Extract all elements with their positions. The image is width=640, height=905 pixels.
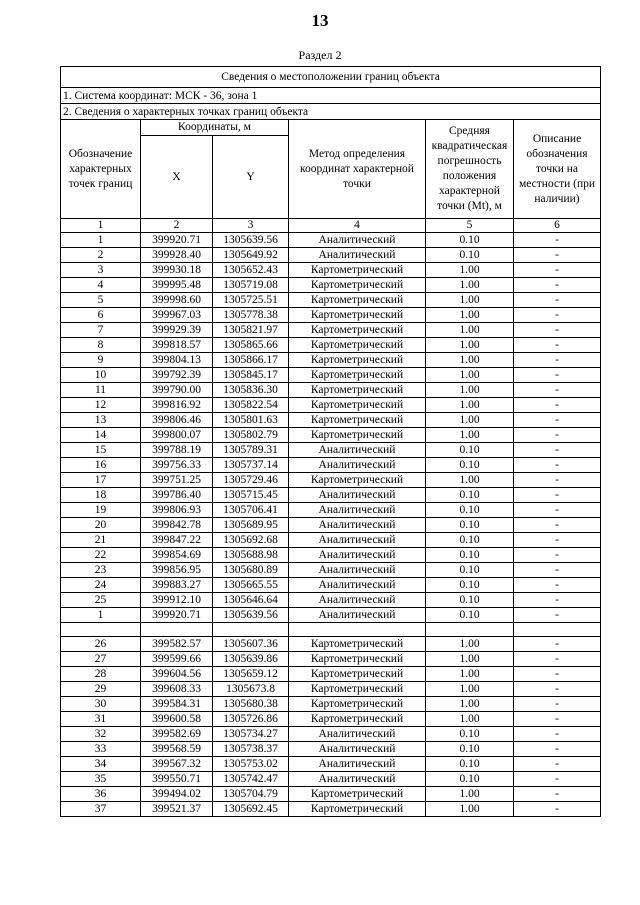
table-row <box>61 697 601 712</box>
coordinate-y: 1305659.12 <box>213 667 289 682</box>
coordinate-x: 399600.58 <box>141 712 213 727</box>
coordinate-x: 399550.71 <box>141 772 213 787</box>
description: - <box>514 682 601 697</box>
coordinate-y: 1305680.89 <box>213 563 289 578</box>
point-number: 18 <box>61 488 141 503</box>
point-number: 1 <box>61 608 141 623</box>
method: Картометрический <box>289 323 426 338</box>
empty-cell <box>213 623 289 637</box>
header-method: Метод определения координат характерной точки <box>289 120 426 219</box>
header-coordinates: Координаты, м <box>141 120 289 136</box>
coordinate-y: 1305607.36 <box>213 637 289 652</box>
coordinate-y: 1305704.79 <box>213 787 289 802</box>
coordinate-y: 1305865.66 <box>213 338 289 353</box>
point-number: 23 <box>61 563 141 578</box>
empty-cell <box>61 623 141 637</box>
point-number: 22 <box>61 548 141 563</box>
coordinate-y: 1305639.86 <box>213 652 289 667</box>
point-number: 28 <box>61 667 141 682</box>
coordinate-y: 1305649.92 <box>213 248 289 263</box>
point-number: 20 <box>61 518 141 533</box>
boundary-points-table <box>60 66 601 817</box>
coordinate-x: 399790.00 <box>141 383 213 398</box>
coordinate-y: 1305706.41 <box>213 503 289 518</box>
error-value: 0.10 <box>426 757 514 772</box>
column-number: 1 <box>61 219 141 233</box>
error-value: 0.10 <box>426 548 514 563</box>
description: - <box>514 652 601 667</box>
point-number: 10 <box>61 368 141 383</box>
description: - <box>514 443 601 458</box>
method: Картометрический <box>289 652 426 667</box>
table-row <box>61 353 601 368</box>
coordinate-x: 399912.10 <box>141 593 213 608</box>
coordinate-y: 1305734.27 <box>213 727 289 742</box>
method: Аналитический <box>289 518 426 533</box>
point-number: 16 <box>61 458 141 473</box>
point-number: 14 <box>61 428 141 443</box>
point-number: 35 <box>61 772 141 787</box>
error-value: 0.10 <box>426 503 514 518</box>
point-number: 19 <box>61 503 141 518</box>
method: Аналитический <box>289 488 426 503</box>
description: - <box>514 563 601 578</box>
table-row <box>61 772 601 787</box>
error-value: 0.10 <box>426 578 514 593</box>
table-row <box>61 338 601 353</box>
method: Картометрический <box>289 787 426 802</box>
points-heading: 2. Сведения о характерных точках границ объекта <box>61 104 601 120</box>
table-row <box>61 413 601 428</box>
description: - <box>514 593 601 608</box>
coordinate-y: 1305689.95 <box>213 518 289 533</box>
point-number: 12 <box>61 398 141 413</box>
column-number: 3 <box>213 219 289 233</box>
description: - <box>514 712 601 727</box>
table-row <box>61 608 601 623</box>
coordinate-y: 1305673.8 <box>213 682 289 697</box>
error-value: 0.10 <box>426 772 514 787</box>
error-value: 1.00 <box>426 368 514 383</box>
table-row <box>61 263 601 278</box>
coordinate-y: 1305778.38 <box>213 308 289 323</box>
coordinate-x: 399856.95 <box>141 563 213 578</box>
error-value: 0.10 <box>426 608 514 623</box>
description: - <box>514 772 601 787</box>
coordinate-x: 399816.92 <box>141 398 213 413</box>
method: Аналитический <box>289 548 426 563</box>
coordinate-y: 1305725.51 <box>213 293 289 308</box>
header-designation: Обозначение характерных точек границ <box>61 120 141 219</box>
error-value: 1.00 <box>426 667 514 682</box>
page-number: 13 <box>311 11 329 30</box>
table-row <box>61 578 601 593</box>
coordinate-y: 1305680.38 <box>213 697 289 712</box>
table-row <box>61 278 601 293</box>
description: - <box>514 353 601 368</box>
header-y: Y <box>213 136 289 219</box>
description: - <box>514 233 601 248</box>
method: Картометрический <box>289 368 426 383</box>
method: Аналитический <box>289 578 426 593</box>
method: Картометрический <box>289 413 426 428</box>
table-row <box>61 248 601 263</box>
empty-cell <box>514 623 601 637</box>
error-value: 1.00 <box>426 323 514 338</box>
method: Картометрический <box>289 293 426 308</box>
coordinate-x: 399928.40 <box>141 248 213 263</box>
description: - <box>514 608 601 623</box>
coordinate-x: 399584.31 <box>141 697 213 712</box>
description: - <box>514 248 601 263</box>
point-number: 25 <box>61 593 141 608</box>
coordinate-x: 399786.40 <box>141 488 213 503</box>
point-number: 8 <box>61 338 141 353</box>
method: Аналитический <box>289 563 426 578</box>
point-number: 24 <box>61 578 141 593</box>
coordinate-y: 1305646.64 <box>213 593 289 608</box>
error-value: 1.00 <box>426 263 514 278</box>
point-number: 1 <box>61 233 141 248</box>
error-value: 1.00 <box>426 802 514 817</box>
error-value: 1.00 <box>426 682 514 697</box>
coordinate-y: 1305726.86 <box>213 712 289 727</box>
method: Аналитический <box>289 742 426 757</box>
method: Картометрический <box>289 428 426 443</box>
method: Картометрический <box>289 338 426 353</box>
table-row <box>61 518 601 533</box>
error-value: 1.00 <box>426 353 514 368</box>
coordinate-y: 1305692.45 <box>213 802 289 817</box>
error-value: 1.00 <box>426 398 514 413</box>
coordinate-x: 399920.71 <box>141 233 213 248</box>
description: - <box>514 518 601 533</box>
error-value: 1.00 <box>426 308 514 323</box>
column-number: 6 <box>514 219 601 233</box>
coordinate-y: 1305737.14 <box>213 458 289 473</box>
error-value: 1.00 <box>426 293 514 308</box>
error-value: 0.10 <box>426 233 514 248</box>
coordinate-y: 1305715.45 <box>213 488 289 503</box>
description: - <box>514 368 601 383</box>
coordinate-y: 1305742.47 <box>213 772 289 787</box>
description: - <box>514 742 601 757</box>
section-title: Раздел 2 <box>298 48 342 62</box>
header-description: Описание обозначения точки на местности (при наличии) <box>514 120 601 219</box>
coordinate-y: 1305665.55 <box>213 578 289 593</box>
method: Картометрический <box>289 712 426 727</box>
method: Картометрический <box>289 308 426 323</box>
description: - <box>514 398 601 413</box>
point-number: 15 <box>61 443 141 458</box>
point-number: 31 <box>61 712 141 727</box>
table-row <box>61 727 601 742</box>
coordinate-x: 399806.93 <box>141 503 213 518</box>
coordinate-x: 399818.57 <box>141 338 213 353</box>
coordinate-x: 399883.27 <box>141 578 213 593</box>
method: Аналитический <box>289 248 426 263</box>
point-number: 3 <box>61 263 141 278</box>
coordinate-x: 399995.48 <box>141 278 213 293</box>
coordinate-y: 1305652.43 <box>213 263 289 278</box>
table-row <box>61 368 601 383</box>
description: - <box>514 383 601 398</box>
coordinate-x: 399806.46 <box>141 413 213 428</box>
point-number: 26 <box>61 637 141 652</box>
coordinate-x: 399788.19 <box>141 443 213 458</box>
error-value: 1.00 <box>426 697 514 712</box>
point-number: 21 <box>61 533 141 548</box>
column-number: 5 <box>426 219 514 233</box>
coordinate-x: 399842.78 <box>141 518 213 533</box>
method: Аналитический <box>289 458 426 473</box>
description: - <box>514 757 601 772</box>
table-row <box>61 503 601 518</box>
group-separator-row <box>61 623 601 637</box>
table-row <box>61 652 601 667</box>
point-number: 32 <box>61 727 141 742</box>
error-value: 1.00 <box>426 787 514 802</box>
coordinate-x: 399582.69 <box>141 727 213 742</box>
table-row <box>61 548 601 563</box>
point-number: 17 <box>61 473 141 488</box>
table-row <box>61 802 601 817</box>
table-row <box>61 637 601 652</box>
table-row <box>61 308 601 323</box>
coordinate-x: 399854.69 <box>141 548 213 563</box>
description: - <box>514 697 601 712</box>
table-row <box>61 787 601 802</box>
method: Картометрический <box>289 278 426 293</box>
method: Картометрический <box>289 383 426 398</box>
coordinate-y: 1305692.68 <box>213 533 289 548</box>
header-error: Средняя квадратическая погрешность положения характерной точки (Mt), м <box>426 120 514 219</box>
point-number: 30 <box>61 697 141 712</box>
method: Картометрический <box>289 263 426 278</box>
coordinate-x: 399792.39 <box>141 368 213 383</box>
description: - <box>514 727 601 742</box>
error-value: 0.10 <box>426 443 514 458</box>
method: Аналитический <box>289 233 426 248</box>
method: Картометрический <box>289 682 426 697</box>
table-row <box>61 473 601 488</box>
coordinate-x: 399568.59 <box>141 742 213 757</box>
description: - <box>514 473 601 488</box>
table-row <box>61 742 601 757</box>
coordinate-y: 1305836.30 <box>213 383 289 398</box>
table-row <box>61 398 601 413</box>
method: Картометрический <box>289 802 426 817</box>
coordinate-x: 399804.13 <box>141 353 213 368</box>
point-number: 4 <box>61 278 141 293</box>
error-value: 0.10 <box>426 518 514 533</box>
table-row <box>61 563 601 578</box>
error-value: 1.00 <box>426 473 514 488</box>
coordinate-x: 399929.39 <box>141 323 213 338</box>
coordinate-y: 1305866.17 <box>213 353 289 368</box>
method: Аналитический <box>289 443 426 458</box>
table-row <box>61 443 601 458</box>
coordinate-y: 1305753.02 <box>213 757 289 772</box>
description: - <box>514 802 601 817</box>
description: - <box>514 323 601 338</box>
table-row <box>61 383 601 398</box>
point-number: 27 <box>61 652 141 667</box>
table-row <box>61 667 601 682</box>
point-number: 5 <box>61 293 141 308</box>
error-value: 0.10 <box>426 248 514 263</box>
table-row <box>61 233 601 248</box>
coordinate-y: 1305802.79 <box>213 428 289 443</box>
description: - <box>514 488 601 503</box>
error-value: 1.00 <box>426 637 514 652</box>
coordinate-y: 1305639.56 <box>213 608 289 623</box>
table-row <box>61 488 601 503</box>
method: Аналитический <box>289 608 426 623</box>
coordinate-y: 1305688.98 <box>213 548 289 563</box>
empty-cell <box>141 623 213 637</box>
point-number: 13 <box>61 413 141 428</box>
description: - <box>514 308 601 323</box>
method: Картометрический <box>289 637 426 652</box>
description: - <box>514 503 601 518</box>
coordinate-y: 1305729.46 <box>213 473 289 488</box>
coordinate-x: 399751.25 <box>141 473 213 488</box>
point-number: 9 <box>61 353 141 368</box>
method: Картометрический <box>289 398 426 413</box>
method: Картометрический <box>289 473 426 488</box>
coordinate-y: 1305738.37 <box>213 742 289 757</box>
point-number: 7 <box>61 323 141 338</box>
table-row <box>61 682 601 697</box>
point-number: 11 <box>61 383 141 398</box>
table-row <box>61 323 601 338</box>
coordinate-y: 1305821.97 <box>213 323 289 338</box>
description: - <box>514 428 601 443</box>
error-value: 0.10 <box>426 742 514 757</box>
error-value: 1.00 <box>426 712 514 727</box>
point-number: 33 <box>61 742 141 757</box>
coordinate-y: 1305845.17 <box>213 368 289 383</box>
method: Аналитический <box>289 727 426 742</box>
point-number: 6 <box>61 308 141 323</box>
description: - <box>514 263 601 278</box>
table-row <box>61 593 601 608</box>
coordinate-x: 399599.66 <box>141 652 213 667</box>
coordinate-y: 1305789.31 <box>213 443 289 458</box>
coordinate-x: 399567.32 <box>141 757 213 772</box>
description: - <box>514 278 601 293</box>
error-value: 0.10 <box>426 488 514 503</box>
coordinate-x: 399998.60 <box>141 293 213 308</box>
description: - <box>514 458 601 473</box>
coordinate-x: 399930.18 <box>141 263 213 278</box>
description: - <box>514 533 601 548</box>
empty-cell <box>289 623 426 637</box>
column-number: 4 <box>289 219 426 233</box>
table-row <box>61 533 601 548</box>
error-value: 1.00 <box>426 338 514 353</box>
table-row <box>61 712 601 727</box>
coordinate-x: 399608.33 <box>141 682 213 697</box>
description: - <box>514 293 601 308</box>
point-number: 29 <box>61 682 141 697</box>
table-row <box>61 428 601 443</box>
coordinate-x: 399847.22 <box>141 533 213 548</box>
method: Аналитический <box>289 533 426 548</box>
empty-cell <box>426 623 514 637</box>
error-value: 1.00 <box>426 413 514 428</box>
header-x: X <box>141 136 213 219</box>
table-row <box>61 757 601 772</box>
method: Аналитический <box>289 593 426 608</box>
coordinate-y: 1305719.08 <box>213 278 289 293</box>
point-number: 34 <box>61 757 141 772</box>
method: Аналитический <box>289 757 426 772</box>
description: - <box>514 787 601 802</box>
coordinate-x: 399800.07 <box>141 428 213 443</box>
error-value: 0.10 <box>426 458 514 473</box>
table-row <box>61 293 601 308</box>
column-number: 2 <box>141 219 213 233</box>
coordinate-y: 1305801.63 <box>213 413 289 428</box>
coordinate-x: 399920.71 <box>141 608 213 623</box>
description: - <box>514 578 601 593</box>
coordinate-x: 399582.57 <box>141 637 213 652</box>
point-number: 36 <box>61 787 141 802</box>
error-value: 1.00 <box>426 278 514 293</box>
error-value: 1.00 <box>426 652 514 667</box>
description: - <box>514 338 601 353</box>
method: Аналитический <box>289 503 426 518</box>
description: - <box>514 637 601 652</box>
error-value: 1.00 <box>426 383 514 398</box>
error-value: 0.10 <box>426 533 514 548</box>
method: Картометрический <box>289 353 426 368</box>
coordinate-x: 399494.02 <box>141 787 213 802</box>
coordinate-y: 1305822.54 <box>213 398 289 413</box>
error-value: 0.10 <box>426 727 514 742</box>
method: Аналитический <box>289 772 426 787</box>
error-value: 1.00 <box>426 428 514 443</box>
coordinate-system: 1. Система координат: МСК - 36, зона 1 <box>61 88 601 104</box>
point-number: 37 <box>61 802 141 817</box>
description: - <box>514 413 601 428</box>
column-number-row <box>61 219 601 233</box>
coordinate-x: 399756.33 <box>141 458 213 473</box>
table-title: Сведения о местоположении границ объекта <box>61 67 601 88</box>
error-value: 0.10 <box>426 593 514 608</box>
description: - <box>514 667 601 682</box>
coordinate-x: 399521.37 <box>141 802 213 817</box>
method: Картометрический <box>289 697 426 712</box>
table-row <box>61 458 601 473</box>
coordinate-y: 1305639.56 <box>213 233 289 248</box>
error-value: 0.10 <box>426 563 514 578</box>
method: Картометрический <box>289 667 426 682</box>
description: - <box>514 548 601 563</box>
point-number: 2 <box>61 248 141 263</box>
coordinate-x: 399967.03 <box>141 308 213 323</box>
coordinate-x: 399604.56 <box>141 667 213 682</box>
